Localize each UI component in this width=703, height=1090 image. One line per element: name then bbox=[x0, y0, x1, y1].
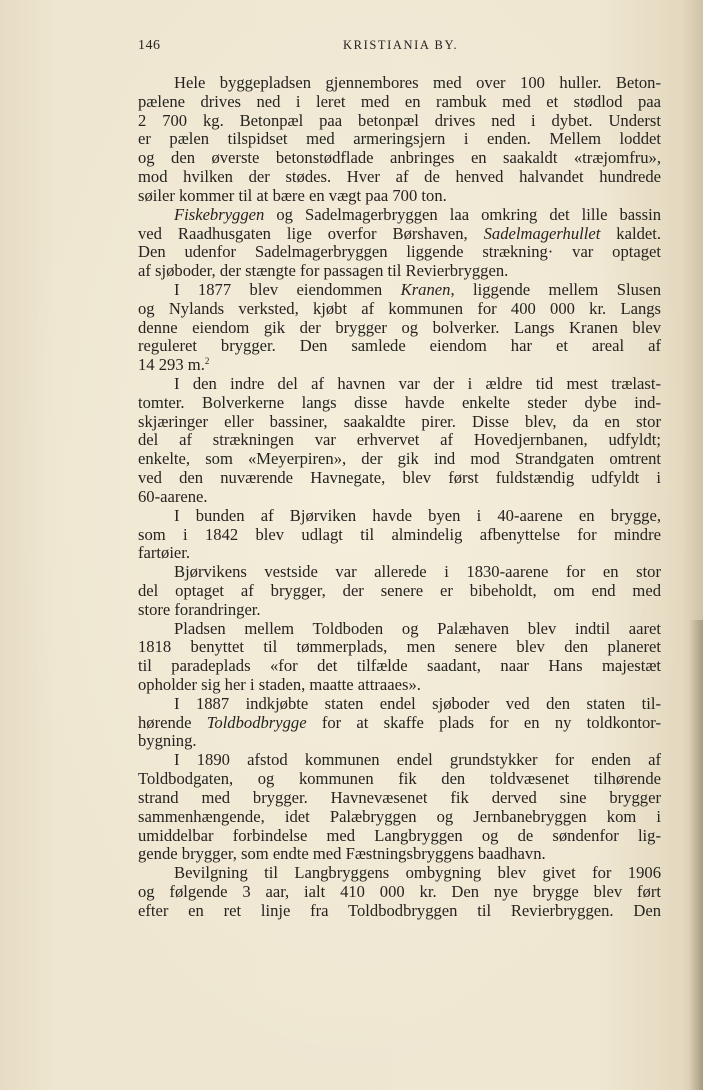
line-text: ved den nuværende Havnegate, blev først fuldstændig udfyldt i bbox=[138, 468, 661, 488]
body-text bbox=[138, 74, 661, 921]
text-line bbox=[138, 657, 661, 676]
line-text: Bjørvikens vestside var allerede i 1830-aarene for en stor bbox=[174, 562, 661, 582]
line-text: til paradeplads «for det tilfælde saadant, naar Hans majestæt bbox=[138, 656, 661, 676]
text-line bbox=[138, 544, 661, 563]
line-text: Pladsen mellem Toldboden og Palæhaven blev indtil aaret bbox=[174, 618, 661, 638]
line-text-continued: kaldet. bbox=[600, 223, 661, 243]
text-line bbox=[138, 714, 661, 733]
text-line bbox=[138, 488, 661, 507]
text-line bbox=[138, 450, 661, 469]
line-text: af sjøboder, der stængte for passagen til Revierbryggen. bbox=[138, 261, 509, 281]
line-text: enkelte, som «Meyerpiren», der gik ind mod Strandgaten omtrent bbox=[138, 449, 661, 469]
text-line bbox=[138, 883, 661, 902]
line-text: 2 700 kg. Betonpæl paa betonpæl drives ned i dybet. Underst bbox=[138, 110, 661, 130]
text-line bbox=[138, 751, 661, 770]
text-line bbox=[138, 827, 661, 846]
text-line bbox=[138, 149, 661, 168]
text-line bbox=[138, 676, 661, 695]
line-text: Hele byggepladsen gjennembores med over 100 huller. Beton- bbox=[174, 73, 661, 92]
page-number: 146 bbox=[138, 38, 161, 53]
line-text: efter en ret linje fra Toldbodbryggen til Revierbryggen. Den bbox=[138, 900, 661, 920]
text-line bbox=[138, 375, 661, 394]
text-line bbox=[138, 130, 661, 149]
line-text: og den øverste betonstødflade anbringes en saakaldt «træjomfru», bbox=[138, 148, 661, 168]
line-text-continued: for at skaffe plads for en ny toldkontor- bbox=[306, 712, 661, 732]
text-line bbox=[138, 243, 661, 262]
line-text: skjæringer eller bassiner, saakaldte pirer. Disse blev, da en stor bbox=[138, 411, 661, 431]
line-text: søiler kommer til at bære en vægt paa 700 ton. bbox=[138, 185, 447, 205]
text-line bbox=[138, 168, 661, 187]
text-line bbox=[138, 582, 661, 601]
text-line bbox=[138, 74, 661, 93]
italic-term: Toldbodbrygge bbox=[206, 712, 307, 732]
line-text: I bunden af Bjørviken havde byen i 40-aarene en brygge, bbox=[174, 505, 661, 525]
text-line bbox=[138, 526, 661, 545]
italic-term: Kranen bbox=[400, 279, 451, 299]
text-line bbox=[138, 507, 661, 526]
line-text: I 1887 indkjøbte staten endel sjøboder ved den staten til- bbox=[174, 693, 661, 713]
italic-term: Sadelmagerhullet bbox=[483, 223, 601, 243]
footnote-marker: 2 bbox=[204, 356, 210, 367]
line-text: 14 293 m. bbox=[138, 355, 205, 375]
line-text: reguleret brygger. Den samlede eiendom har et areal af bbox=[138, 336, 661, 356]
text-line bbox=[138, 601, 661, 620]
line-text-continued: , liggende mellem Slusen bbox=[450, 279, 661, 299]
line-text: tomter. Bolverkerne langs disse havde enkelte steder dybe ind- bbox=[138, 392, 661, 412]
line-text: strand med brygger. Havnevæsenet fik derved sine brygger bbox=[138, 787, 661, 807]
line-text: hørende bbox=[138, 712, 207, 732]
text-line bbox=[138, 695, 661, 714]
text-line bbox=[138, 845, 661, 864]
italic-term: Fiskebryggen bbox=[174, 204, 265, 224]
text-line bbox=[138, 337, 661, 356]
line-text: I 1890 afstod kommunen endel grundstykker for enden af bbox=[174, 750, 661, 770]
text-line bbox=[138, 789, 661, 808]
line-text: opholder sig her i staden, maatte attraaes». bbox=[138, 675, 421, 694]
text-line bbox=[138, 300, 661, 319]
text-line bbox=[138, 563, 661, 582]
text-line bbox=[138, 112, 661, 131]
line-text: Den udenfor Sadelmagerbryggen liggende strækning· var optaget bbox=[138, 242, 661, 262]
line-text: fartøier. bbox=[138, 543, 191, 563]
text-line bbox=[138, 620, 661, 639]
line-text: I den indre del af havnen var der i ældre tid mest trælast- bbox=[174, 374, 661, 393]
line-text: som i 1842 blev udlagt til almindelig afbenyttelse for mindre bbox=[138, 524, 661, 544]
line-text: bygning. bbox=[138, 731, 197, 751]
line-text: sammenhængende, idet Palæbryggen og Jernbanebryggen kom i bbox=[138, 806, 661, 826]
line-text: og følgende 3 aar, ialt 410 000 kr. Den nye brygge blev ført bbox=[138, 881, 661, 901]
text-line bbox=[138, 431, 661, 450]
text-line bbox=[138, 187, 661, 206]
text-line bbox=[138, 225, 661, 244]
text-line bbox=[138, 262, 661, 281]
line-text-continued: og Sadelmagerbryggen laa omkring det lille bassin bbox=[264, 204, 661, 224]
text-line bbox=[138, 469, 661, 488]
text-line bbox=[138, 864, 661, 883]
text-line bbox=[138, 808, 661, 827]
line-text: pælene drives ned i leret med en rambuk med et stødlod paa bbox=[138, 91, 661, 111]
running-title: KRISTIANIA BY. bbox=[343, 38, 459, 52]
line-text: og Nylands verksted, kjøbt af kommunen for 400 000 kr. Langs bbox=[138, 298, 661, 318]
text-line bbox=[138, 356, 661, 375]
text-line bbox=[138, 319, 661, 338]
text-line bbox=[138, 732, 661, 751]
text-line bbox=[138, 638, 661, 657]
line-text: I 1877 blev eiendommen bbox=[174, 279, 401, 299]
line-text: denne eiendom gik der brygger og bolverker. Langs Kranen blev bbox=[138, 317, 661, 337]
text-line bbox=[138, 281, 661, 300]
line-text: del optaget af brygger, der senere er bibeholdt, om end med bbox=[138, 580, 661, 600]
page-edge-shadow bbox=[689, 620, 703, 1090]
text-line bbox=[138, 413, 661, 432]
line-text: del af strækningen var erhvervet af Hovedjernbanen, udfyldt; bbox=[138, 430, 661, 450]
line-text: ved Raadhusgaten lige overfor Børshaven, bbox=[138, 223, 484, 243]
line-text: mod hvilken der stødes. Hver af de henved halvandet hundrede bbox=[138, 167, 661, 187]
line-text: 60-aarene. bbox=[138, 486, 208, 506]
line-text: Bevilgning til Langbryggens ombygning blev givet for 1906 bbox=[174, 863, 661, 883]
line-text: Toldbodgaten, og kommunen fik den toldvæsenet tilhørende bbox=[138, 769, 661, 789]
line-text: umiddelbar forbindelse med Langbryggen og de søndenfor lig- bbox=[138, 825, 661, 845]
text-line bbox=[138, 93, 661, 112]
line-text: gende brygger, som endte med Fæstningsbryggens baadhavn. bbox=[138, 844, 546, 864]
text-line bbox=[138, 394, 661, 413]
text-line bbox=[138, 206, 661, 225]
line-text: store forandringer. bbox=[138, 599, 261, 619]
running-header bbox=[138, 38, 562, 56]
text-line bbox=[138, 902, 661, 921]
text-line bbox=[138, 770, 661, 789]
line-text: er pælen tilspidset med armeringsjern i enden. Mellem loddet bbox=[138, 129, 661, 149]
line-text: 1818 benyttet til tømmerplads, men senere blev den planeret bbox=[138, 637, 661, 657]
